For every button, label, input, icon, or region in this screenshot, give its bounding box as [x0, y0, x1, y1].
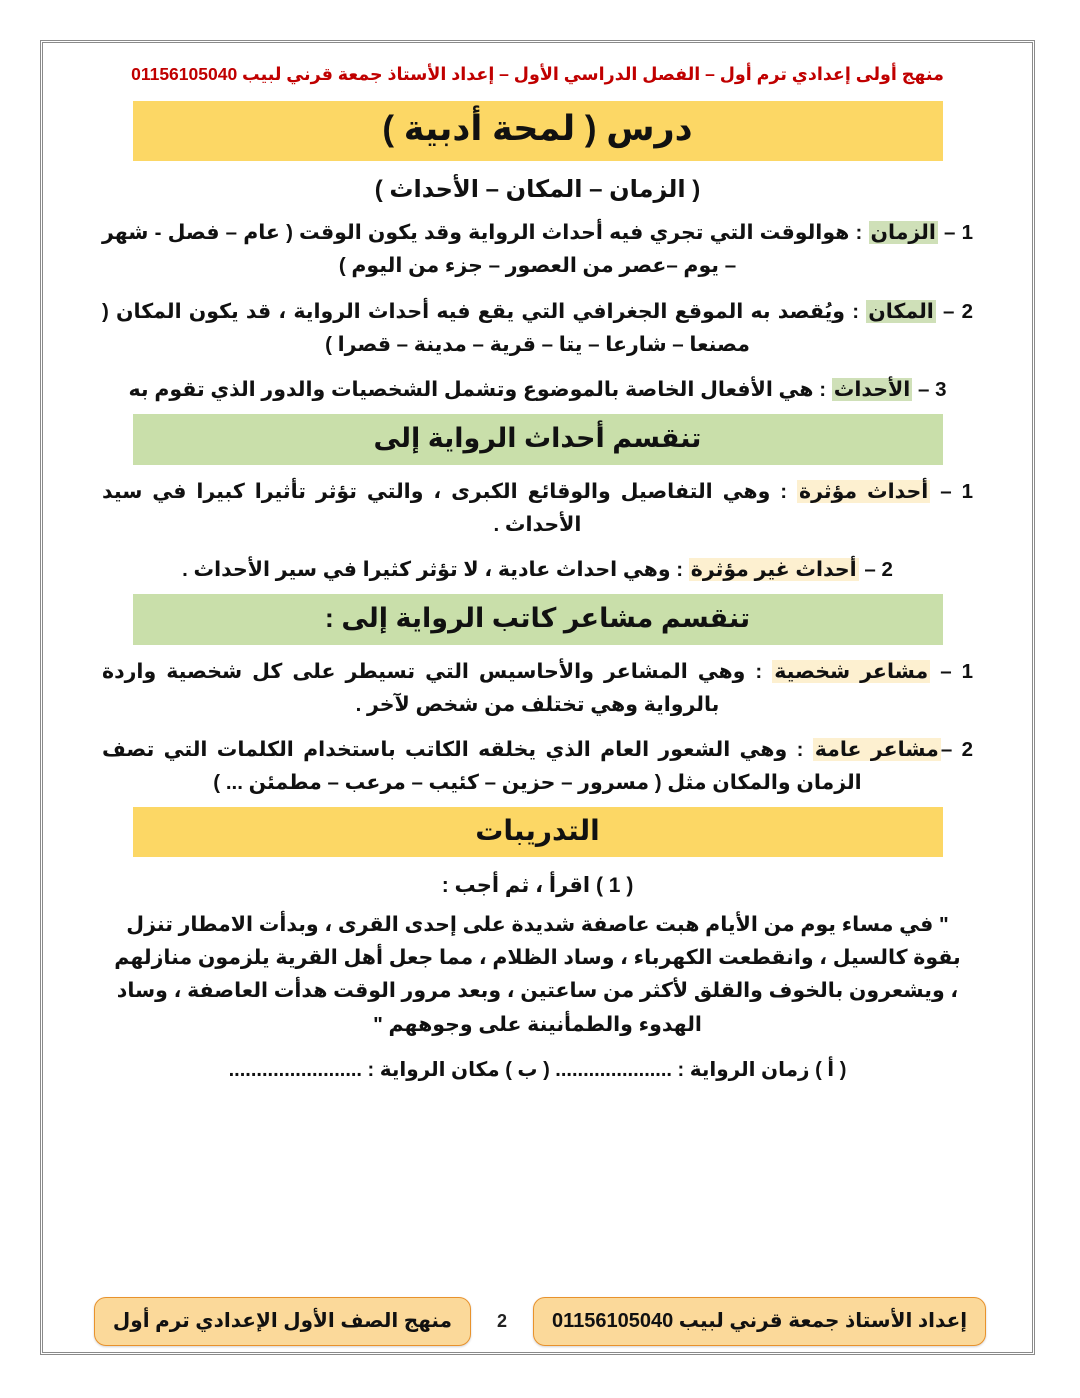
events-1-number: 1 – — [930, 479, 974, 503]
exercise-question-label: ( 1 ) اقرأ ، ثم أجب : — [441, 874, 634, 898]
events-2-body: : وهي احداث عادية ، لا تؤثر كثيرا في سير الأحداث . — [182, 558, 689, 582]
events-section-heading: تنقسم أحداث الرواية إلى — [133, 414, 943, 464]
events-2-number: 2 – — [858, 558, 893, 582]
events-2-term: أحداث غير مؤثرة — [690, 558, 857, 582]
footer-author-box: إعداد الأستاذ جمعة قرني لبيب 01156105040 — [533, 1297, 986, 1346]
definition-2-term: المكان — [868, 299, 934, 323]
events-1-body: : وهي التفاصيل والوقائع الكبرى ، والتي تؤثر تأثيرا كبيرا في سيد الأحداث . — [102, 479, 798, 536]
exercise-answer-blanks: ( أ ) زمان الرواية : ..................... ( ب ) مكان الرواية : ........................ — [228, 1058, 847, 1081]
exercises-heading-banner: التدريبات — [133, 807, 943, 857]
definition-1-term: الزمان — [870, 221, 936, 245]
page-footer — [46, 1297, 1034, 1346]
feelings-section-heading: تنقسم مشاعر كاتب الرواية إلى : — [133, 594, 943, 644]
feelings-1-number: 1 – — [930, 659, 974, 683]
feelings-1-body: : وهي المشاعر والأحاسيس التي تسيطر على كل شخصية واردة بالرواية وهي تختلف من شخص لآخر . — [102, 659, 773, 716]
definition-2-body: : ويُقصد به الموقع الجغرافي التي يقع فيه أحداث الرواية ، قد يكون المكان ( مصنعا – شارعا – يتا – قرية – مدينة – قصرا ) — [102, 299, 867, 356]
feelings-2-number: 2 – — [940, 738, 973, 762]
document-top-header: منهج أولى إعدادي ترم أول – الفصل الدراسي الأول – إعداد الأستاذ جمعة قرني لبيب 01156105040 — [131, 64, 944, 84]
footer-curriculum-box: منهج الصف الأول الإعدادي ترم أول — [94, 1297, 471, 1346]
definition-item-3 — [102, 373, 973, 406]
events-item-2 — [102, 553, 973, 586]
lesson-subtitle: ( الزمان – المكان – الأحداث ) — [374, 176, 701, 204]
events-item-1 — [102, 475, 973, 541]
definition-item-2 — [102, 295, 973, 361]
definition-1-body: : هوالوقت التي تجري فيه أحداث الرواية وقد يكون الوقت ( عام – فصل - شهر – يوم –عصر من العصور – جزء من اليوم ) — [102, 221, 869, 278]
feelings-2-term: مشاعر عامة — [814, 738, 939, 762]
exercise-passage-text: " في مساء يوم من الأيام هبت عاصفة شديدة على إحدى القرى ، وبدأت الامطار تنزل بقوة كالسيل ، وانقطعت الكهرباء ، وساد الظلام ، مما جعل أهل القرية يلزمون منازلهم ، ويشعرون بالخوف والقلق لأكثر من ساعتين ، وبعد مرور الوقت هدأت العاصفة ، وساد الهدوء والطمأنينة على وجوههم " — [114, 913, 961, 1036]
feelings-item-2 — [102, 733, 973, 799]
feelings-item-1 — [102, 655, 973, 721]
footer-page-number: 2 — [496, 1311, 507, 1331]
definition-3-body: : هي الأفعال الخاصة بالموضوع وتشمل الشخصيات والدور الذي تقوم به — [128, 378, 832, 402]
feelings-1-term: مشاعر شخصية — [774, 659, 929, 683]
page-content — [46, 46, 1029, 1349]
lesson-title-banner: درس ( لمحة أدبية ) — [133, 101, 943, 161]
definition-3-term: الأحداث — [833, 378, 911, 402]
definition-2-number: 2 – — [935, 299, 973, 323]
definition-item-1 — [102, 216, 973, 282]
definition-3-number: 3 – — [912, 378, 947, 402]
definition-1-number: 1 – — [937, 221, 973, 245]
events-1-term: أحداث مؤثرة — [799, 479, 929, 503]
feelings-2-body: : وهي الشعور العام الذي يخلقه الكاتب باستخدام الكلمات التي تصف الزمان والمكان مثل ( مسرور – حزين – كئيب – مرعب – مطمئن ... ) — [102, 738, 862, 795]
